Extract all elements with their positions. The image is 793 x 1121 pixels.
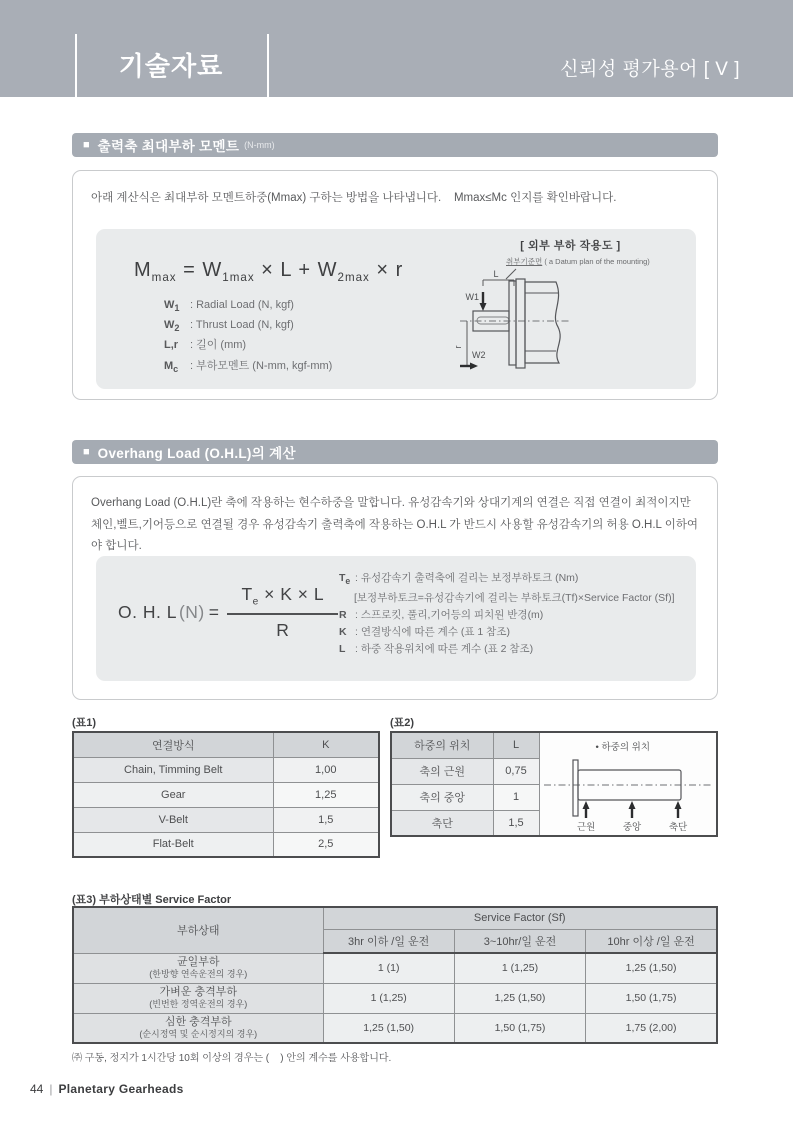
load-position-figure xyxy=(539,732,717,836)
section1-intro: 아래 계산식은 최대부하 모멘트하중(Mmax) 구하는 방법을 나타냅니다. Mmax≤Mc 인지를 확인바랍니다. xyxy=(91,192,617,204)
table-row: Gear 1,25 xyxy=(73,782,379,807)
w1-label: W1 xyxy=(465,292,479,302)
col-header: 연결방식 xyxy=(73,732,273,757)
legend-item: $T_e$ : 유성감속기 출력축에 걸리는 보정부하토크 (Nm) xyxy=(339,572,579,587)
col-header: 부하상태 xyxy=(73,907,323,953)
table3-footnote: ㈜ 구동, 정지가 1시간당 10회 이상의 경우는 ( ) 안의 계수를 사용합니다. xyxy=(72,1053,392,1064)
table-row: 심한 충격부하 (순시정역 및 순시정지의 경우) 1,25 (1,50) 1,50 (1,75) 1,75 (2,00) xyxy=(73,1013,717,1043)
legend-item: [보정부하토크=유성감속기에 걸리는 부하토크(Tf)×Service Factor (Sf)] xyxy=(354,592,675,605)
section2-intro: Overhang Load (O.H.L)란 축에 작용하는 현수하중을 말합니다. 유성감속기와 상대기계의 연결은 직접 연결이 최적이지만 체인,벨트,기어등으로 연결될 경우 유성감속기 출력축에 작용하는 O.H.L 가 반드시 사용할 유성감속기의 허용 O.H.L 이하여야 합니다. xyxy=(91,497,699,552)
shaft-drawing xyxy=(448,267,693,385)
section2-title: Overhang Load (O.H.L)의 계산 xyxy=(97,446,296,461)
arrow-label: 중앙 xyxy=(622,821,641,832)
legend-item: $W_2$ : Thrust Load (N, kgf) xyxy=(164,319,294,334)
table-row: Flat-Belt 2,5 xyxy=(73,832,379,857)
group-header: Service Factor (Sf) xyxy=(323,907,717,929)
page-header xyxy=(0,0,793,97)
section2-box xyxy=(72,476,718,700)
ohl-formula: O. H. L (N) = $\frac{T_e \times K \times L}{R}$ xyxy=(118,584,338,641)
table-row: V-Belt 1,5 xyxy=(73,807,379,832)
section1-header xyxy=(72,133,718,157)
section2-formula-panel xyxy=(96,556,696,681)
col-header: 3hr 이하 /일 운전 xyxy=(323,929,454,953)
page-footer xyxy=(30,1082,184,1096)
section-bullet-icon: ■ xyxy=(83,446,90,458)
legend-item: L,r : 길이 (mm) xyxy=(164,339,247,352)
col-header: 하중의 위치 xyxy=(391,732,493,758)
section1-formula-panel xyxy=(96,229,696,389)
datum-label: 취부기준면 ( a Datum plan of the mounting) xyxy=(506,257,650,266)
dim-r-label: r xyxy=(453,345,463,349)
header-divider xyxy=(267,34,269,97)
table2-label: (표2) xyxy=(390,717,415,729)
load-position-drawing xyxy=(540,754,718,832)
legend-item: L : 하중 작용위치에 따른 계수 (표 2 참조) xyxy=(339,643,534,656)
table-load-position xyxy=(390,731,718,837)
page-title: 기술자료 xyxy=(118,51,224,81)
w2-label: W2 xyxy=(472,350,486,360)
table-row: 가벼운 충격부하 (빈번한 정역운전의 경우) 1 (1,25) 1,25 (1,50) 1,50 (1,75) xyxy=(73,983,717,1013)
mmax-formula: $M_{max} = W_{1max} \times L + W_{2max} \times r$ xyxy=(134,259,404,284)
table-row: 축의 중앙 1 xyxy=(391,784,717,810)
section-bullet-icon: ■ xyxy=(83,139,90,151)
table-header-row xyxy=(391,732,717,758)
col-header: L xyxy=(493,732,539,758)
figure-caption: • 하중의 위치 xyxy=(595,741,650,753)
table1-label: (표1) xyxy=(72,717,97,729)
table-header-row xyxy=(73,732,379,757)
section1-title: 출력축 최대부하 모멘트 xyxy=(97,139,240,154)
ohl-legend xyxy=(339,570,675,658)
col-header: 10hr 이상 /일 운전 xyxy=(586,929,717,953)
table-row: 축의 근원 0,75 xyxy=(391,758,717,784)
catalog-name: Planetary Gearheads xyxy=(58,1082,184,1096)
footer-separator: | xyxy=(49,1082,53,1096)
legend-item: $W_1$ : Radial Load (N, kgf) xyxy=(164,299,294,314)
page-subtitle: 신뢰성 평가용어 [ V ] xyxy=(560,59,740,80)
legend-item: R : 스프로킷, 풀리,기어등의 피치원 반경(m) xyxy=(339,609,544,622)
arrow-label: 근원 xyxy=(576,821,595,832)
table-row: 균일부하 (한방향 연속운전의 경우) 1 (1) 1 (1,25) 1,25 (1,50) xyxy=(73,953,717,983)
section1-unit: (N-mm) xyxy=(244,140,275,150)
legend-item: K : 연결방식에 따른 계수 (표 1 참조) xyxy=(339,626,510,639)
section1-box xyxy=(72,170,718,400)
page-number: 44 xyxy=(30,1082,44,1096)
table-service-factor xyxy=(72,906,718,1044)
mmax-legend xyxy=(164,297,332,378)
section2-header xyxy=(72,440,718,464)
table-connection-factor xyxy=(72,731,380,858)
figure-title: [ 외부 부하 작용도 ] xyxy=(520,240,621,252)
col-header: K xyxy=(273,732,379,757)
table3-label: (표3) 부하상태별 Service Factor xyxy=(72,894,232,906)
table-row: 축단 1,5 xyxy=(391,810,717,836)
arrow-label: 축단 xyxy=(668,821,687,832)
legend-item: $M_c$ : 부하모멘트 (N-mm, kgf-mm) xyxy=(164,359,333,374)
external-load-figure xyxy=(448,237,693,385)
table-header-row xyxy=(73,907,717,929)
table-row: Chain, Timming Belt 1,00 xyxy=(73,757,379,782)
col-header: 3~10hr/일 운전 xyxy=(454,929,585,953)
dim-l-label: L xyxy=(493,269,499,279)
